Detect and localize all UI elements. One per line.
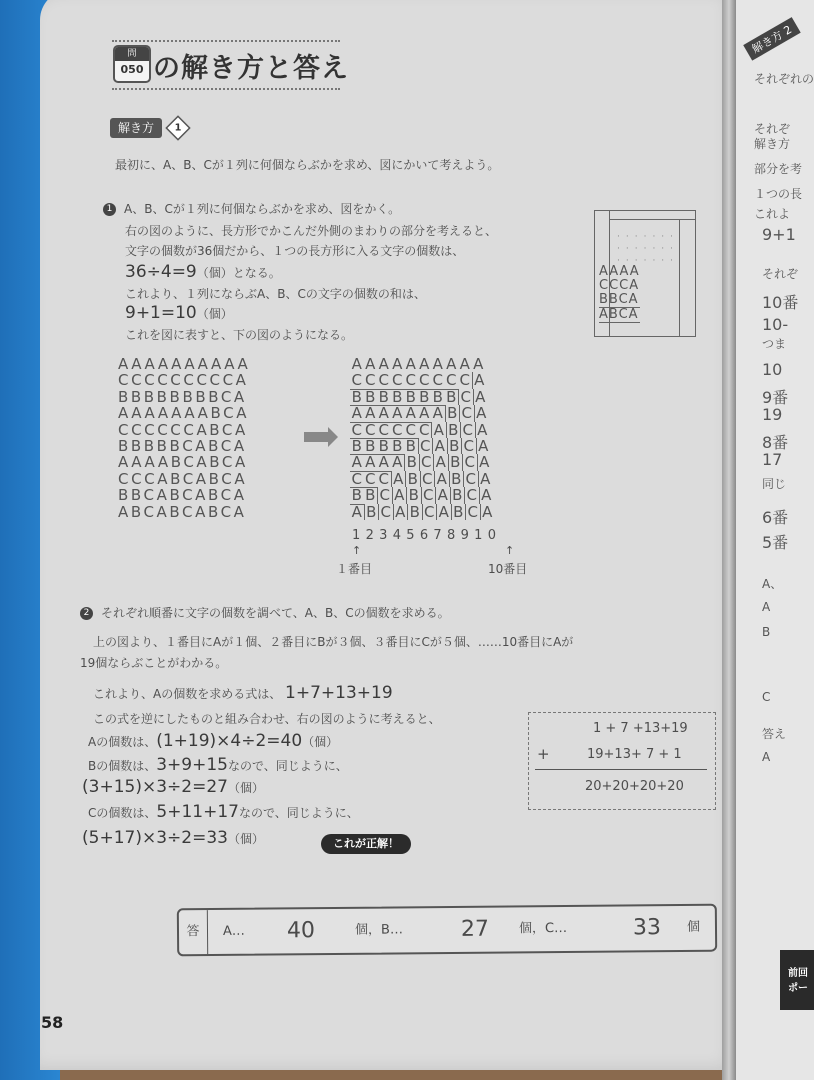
next-page-fragment: A [762,600,771,614]
grid-row: C C C A B C A B C A [351,469,491,488]
mini-grid-letters: AAAA CCCA BBCA ABCA [599,264,640,322]
letter-grid-plain: AAAAAAAAAA CCCCCCCCCA BBBBBBBBCA AAAAAAABCA CCCCCCABCA BBBBBCABCA AAAABCABCA CCCABCABCA BBCABCABCA ABCABCABCA [118,355,251,521]
right-arrow-icon [304,432,328,442]
column-numbers: 12345678910 [352,528,502,543]
answer-c-value: 33 [632,915,662,941]
next-page-fragment: 答え [762,727,787,741]
next-page-fragment: それぞ [762,267,799,281]
next-method-tag: 解き方 2 [743,17,800,60]
next-page-tab: 前回 ポー [780,950,814,1010]
next-page-fragment: 部分を考 [754,162,803,176]
right-page-edge [736,0,814,1080]
b-eq-line: (3+15)×3÷2=27（個） [82,777,264,797]
next-page-fragment: A [762,750,771,764]
next-page-fragment: 6番 [762,508,789,527]
grid-row: C C C C C C C C C A [351,371,485,390]
step1-line3: 文字の個数が36個だから、１つの長方形に入る文字の個数は、 [125,244,465,258]
step2-line4: この式を逆にしたものと組み合わせ、右の図のように考えると、 [93,712,441,726]
step1-eq1-line: 36÷4=9（個）となる。 [125,262,281,282]
b-count-line: Bの個数は、3+9+15なので、同じように、 [88,755,348,775]
next-page-fragment: これよ [754,207,791,221]
answer-b-value: 27 [460,916,490,942]
page-title: の解き方と答え [153,53,349,84]
next-page-fragment: 17 [762,450,783,469]
mini-rectangle-diagram: ······· ······· ······· AAAA CCCA BBCA ABCA [594,210,696,337]
step-bullet-1: 1 [103,203,116,216]
pairing-sum-box: 1 + 7 +13+19 + 19+13+ 7 + 1 20+20+20+20 [528,712,716,810]
grid-row: A A A A A A A A A A [351,355,484,373]
grid-row: A B C A B C A B C A [351,502,493,521]
method-number-diamond: 1 [165,115,190,140]
label-last-position: 10番目 [488,562,528,576]
next-page-fragment: 8番 [762,433,789,452]
next-page-fragment: 10- [762,315,789,334]
next-page-fragment: それぞれの [754,72,814,86]
grid-row: B B C A B C A B C A [351,486,492,505]
next-page-fragment: 9+1 [762,225,796,244]
a-count-line: Aの個数は、(1+19)×4÷2=40（個） [88,731,339,751]
answer-label: 答 [179,910,208,954]
answer-a-value: 40 [286,918,316,944]
step2-heading: 2 それぞれ順番に文字の個数を調べて、A、B、Cの個数を求める。 [80,604,450,621]
next-page-fragment: 9番 [762,388,789,407]
header-dotted-rule-top [112,40,340,42]
next-page-fragment: A、 [762,577,783,591]
arrow-up-last: ↑ [505,544,515,557]
next-page-fragment: 19 [762,405,783,424]
next-page-fragment: 10 [762,360,783,379]
letter-grid-grouped [350,356,494,520]
label-first-position: １番目 [336,562,373,576]
next-page-fragment: B [762,625,771,639]
badge-number: 050 [120,63,144,76]
step-bullet-2: 2 [80,607,93,620]
step1-line5: これを図に表すと、下の図のようになる。 [125,328,354,342]
badge-label: 問 [115,47,149,61]
header-dotted-rule-bottom [112,88,340,90]
arrow-up-first: ↑ [352,544,362,557]
grid-row: B B B B B C A B C A [351,436,489,455]
book-gutter [722,0,736,1080]
intro-text: 最初に、A、B、Cが１列に何個ならぶかを求め、図にかいて考えよう。 [115,158,500,172]
answer-box: 答 A… 40 個，B… 27 個，C… 33 個 [177,904,717,957]
next-page-fragment: 同じ [762,477,787,491]
next-page-fragment: １つの長 [754,187,803,201]
step1-heading: 1 A、B、Cが１列に何個ならぶかを求め、図をかく。 [103,200,400,217]
step2-line1: 上の図より、１番目にAが１個、２番目にBが３個、３番目にCが５個、……10番目にAが [93,635,574,649]
correct-badge: これが正解！ [321,834,411,854]
next-page-fragment: それぞ [754,122,791,136]
step2-line3: これより、Aの個数を求める式は、 1+7+13+19 [93,683,393,703]
method-tag: 解き方 [110,118,162,138]
next-page-fragment: 10番 [762,293,799,312]
next-page-fragment: 解き方 [754,137,791,151]
step1-line4: これより、１列にならぶA、B、Cの文字の個数の和は、 [125,287,426,301]
grid-row: B B B B B B B B C A [351,387,486,406]
c-eq-line: (5+17)×3÷2=33（個） [82,828,264,848]
next-page-fragment: 5番 [762,533,789,552]
next-page-fragment: つま [762,337,787,351]
page-number: 58 [41,1013,64,1032]
grid-row: A A A A B C A B C A [351,453,490,472]
grid-row: C C C C C C A B C A [351,420,488,439]
step1-eq2-line: 9+1=10（個） [125,303,233,323]
c-count-line: Cの個数は、5+11+17なので、同じように、 [88,802,359,822]
problem-number-badge [113,45,151,83]
next-page-fragment: C [762,690,771,704]
grid-row: A A A A A A A B C A [351,404,487,423]
step1-line2: 右の図のように、長方形でかこんだ外側のまわりの部分を考えると、 [125,224,498,238]
step2-line2: 19個ならぶことがわかる。 [80,656,228,670]
